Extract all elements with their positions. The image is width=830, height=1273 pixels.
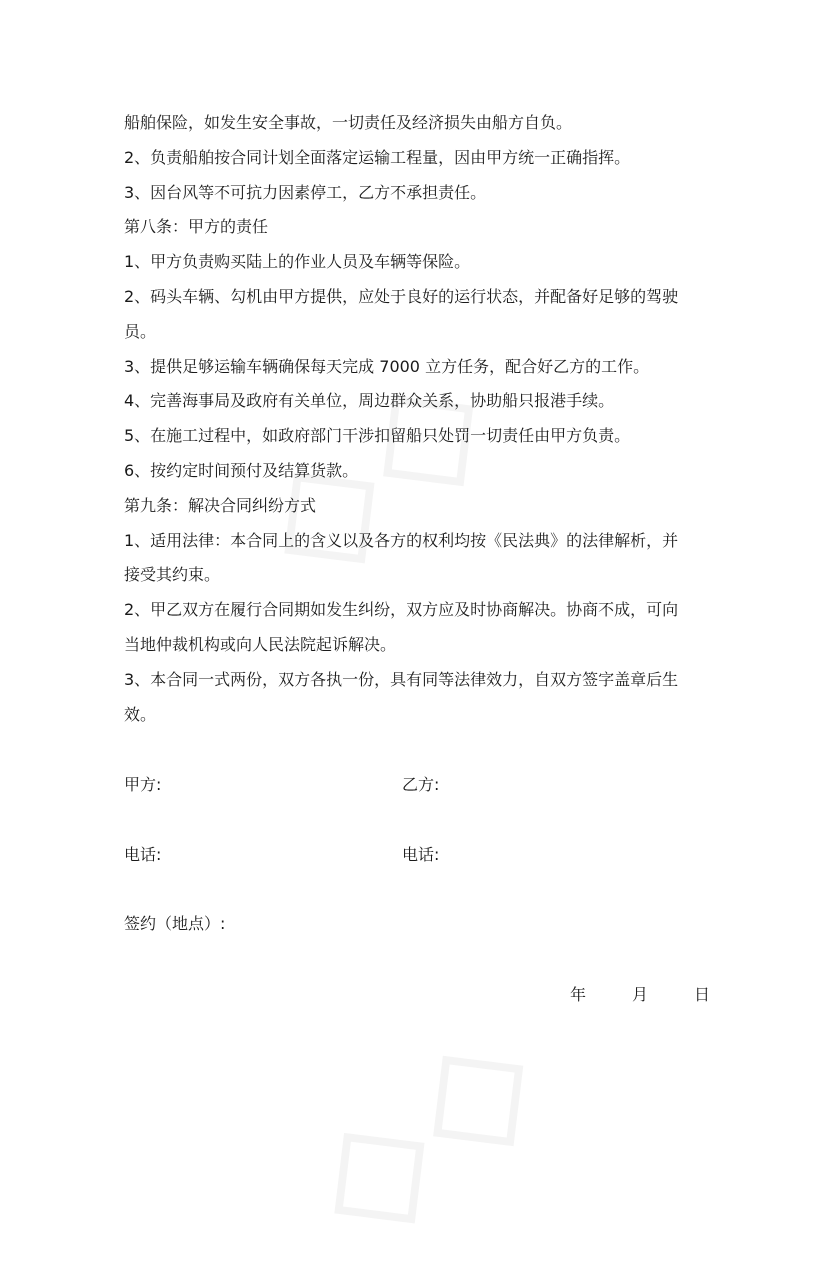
party-b-label: 乙方: xyxy=(402,775,440,794)
signing-location-label: 签约（地点）: xyxy=(124,914,226,933)
paragraph: 效。 xyxy=(124,704,157,724)
paragraph: 船舶保险，如发生安全事故，一切责任及经济损失由船方自负。 xyxy=(124,113,573,132)
paragraph: 2、甲乙双方在履行合同期如发生纠纷，双方应及时协商解决。协商不成，可向 xyxy=(124,600,679,620)
paragraph: 2、负责船舶按合同计划全面落定运输工程量，因由甲方统一正确指挥。 xyxy=(124,147,631,167)
paragraph: 2、码头车辆、勾机由甲方提供，应处于良好的运行状态，并配备好足够的驾驶 xyxy=(124,286,679,306)
paragraph: 5、在施工过程中，如政府部门干涉扣留船只处罚一切责任由甲方负责。 xyxy=(124,426,631,446)
paragraph: 4、完善海事局及政府有关单位，周边群众关系，协助船只报港手续。 xyxy=(124,391,615,411)
paragraph: 1、甲方负责购买陆上的作业人员及车辆等保险。 xyxy=(124,252,471,272)
section-heading: 第八条：甲方的责任 xyxy=(124,217,269,237)
watermark xyxy=(273,981,578,1272)
paragraph: 3、本合同一式两份，双方各执一份，具有同等法律效力，自双方签字盖章后生 xyxy=(124,669,679,689)
paragraph: 3、提供足够运输车辆确保每天完成 7000 立方任务，配合好乙方的工作。 xyxy=(124,356,650,376)
party-a-label: 甲方: xyxy=(124,775,162,794)
year-label: 年 xyxy=(570,985,587,1004)
paragraph: 1、适用法律：本合同上的含义以及各方的权利均按《民法典》的法律解析，并 xyxy=(124,530,679,550)
date-line xyxy=(570,982,710,1005)
day-label: 日 xyxy=(693,985,710,1004)
paragraph: 3、因台风等不可抗力因素停工，乙方不承担责任。 xyxy=(124,182,487,202)
contract-body xyxy=(124,106,710,732)
month-label: 月 xyxy=(631,985,648,1004)
paragraph: 接受其约束。 xyxy=(124,565,221,585)
paragraph: 6、按约定时间预付及结算货款。 xyxy=(124,460,359,480)
section-heading: 第九条：解决合同纠纷方式 xyxy=(124,495,317,515)
phone-b-label: 电话: xyxy=(402,845,440,864)
phone-a-label: 电话: xyxy=(124,845,162,864)
paragraph: 员。 xyxy=(124,321,157,341)
paragraph: 当地仲裁机构或向人民法院起诉解决。 xyxy=(124,634,397,654)
